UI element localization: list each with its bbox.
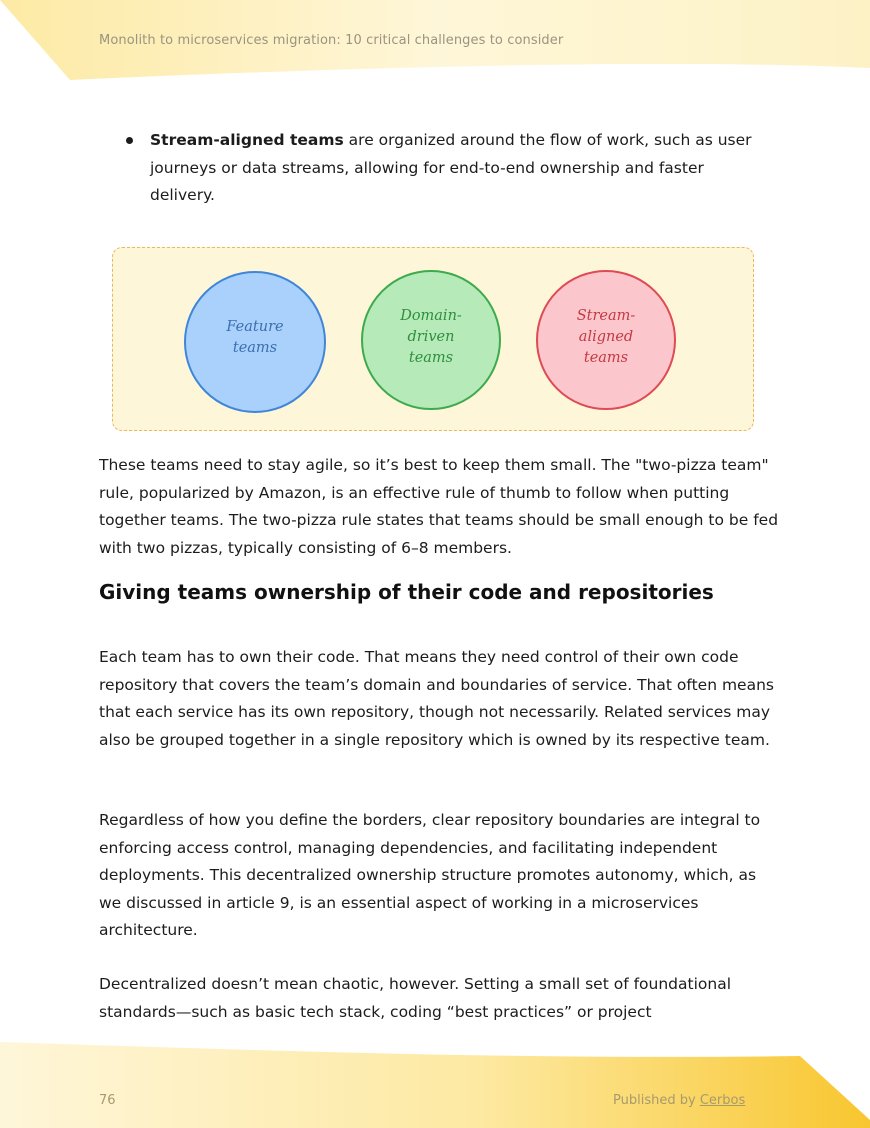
publisher-link[interactable]: Cerbos [699, 1093, 746, 1108]
paragraph-repository-boundaries: Regardless of how you define the borders, clear repository boundaries are integral to enforcing access control, managing dependencies, and facilitating independent deployments. This decentralized ownership structure promotes autonomy, which, as we discussed in article 9, is an essential aspect of working in a microservices architecture. [99, 811, 761, 939]
bullet-text [150, 127, 760, 210]
bullet-description: are organized around the flow of work, such as user journeys or data streams, allowing for end-to-end ownership and faster delivery. [150, 131, 752, 204]
bullet-bold-term: Stream-aligned teams [150, 131, 344, 149]
document-title: Monolith to microservices migration: 10 critical challenges to consider [99, 33, 564, 48]
feature-teams-label: Feature teams [226, 319, 284, 356]
footer-band [0, 1030, 870, 1128]
published-by-text: Published by [613, 1093, 696, 1108]
paragraph-two-pizza: These teams need to stay agile, so it’s best to keep them small. The "two-pizza team" rule, popularized by Amazon, is an effective rule of thumb to follow when putting together teams. The two-pizza rule states that teams should be small enough to be fed with two pizzas, typically consisting of 6–8 members. [99, 456, 779, 557]
page-number: 76 [99, 1093, 116, 1108]
publisher-credit [613, 1093, 745, 1108]
stream-aligned-teams-label: Stream- aligned teams [576, 308, 636, 366]
paragraph-code-ownership: Each team has to own their code. That means they need control of their own code repository that covers the team’s domain and boundaries of service. That often means that each service has its own repository, though not necessarily. Related services may also be grouped together in a single repository which is owned by its respective team. [99, 648, 774, 749]
paragraph-decentralized: Decentralized doesn’t mean chaotic, however. Setting a small set of foundational standards—such as basic tech stack, coding “best practices” or project [99, 975, 732, 1021]
bullet-marker [126, 137, 133, 144]
bullet-item [120, 127, 760, 210]
team-types-diagram [112, 247, 754, 431]
section-heading: Giving teams ownership of their code and repositories [99, 580, 714, 604]
domain-driven-teams-label: Domain- driven teams [400, 308, 462, 366]
